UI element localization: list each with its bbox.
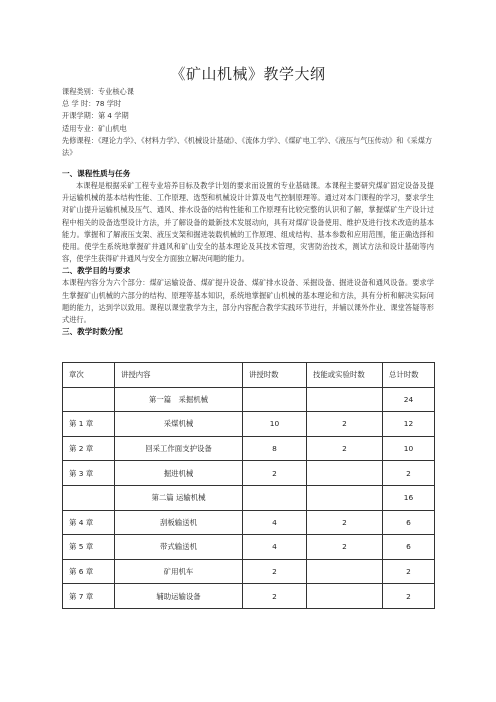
cell-chapter: 第 3 章	[63, 461, 115, 486]
cell-content: 采煤机械	[115, 412, 243, 437]
cell-chapter: 第 5 章	[63, 535, 115, 560]
total-hours: 总 学 时：78 学时	[62, 99, 122, 109]
cell-total: 12	[383, 412, 435, 437]
cell-lecture	[243, 387, 307, 412]
table-row	[63, 412, 435, 437]
cell-lecture: 4	[243, 510, 307, 535]
table-row	[63, 584, 435, 609]
syllabus-body	[62, 168, 434, 338]
header-lecture-hours: 讲授时数	[243, 363, 307, 388]
cell-total: 2	[383, 559, 435, 584]
cell-chapter	[63, 485, 115, 510]
table-row	[63, 436, 435, 461]
cell-content: 矿用机车	[115, 559, 243, 584]
header-content: 讲授内容	[115, 363, 243, 388]
table-row	[63, 461, 435, 486]
cell-lecture: 8	[243, 436, 307, 461]
cell-content: 带式输送机	[115, 535, 243, 560]
cell-lab	[307, 584, 383, 609]
cell-content: 回采工作面支护设备	[115, 436, 243, 461]
cell-total: 16	[383, 485, 435, 510]
cell-content: 辅助运输设备	[115, 584, 243, 609]
cell-lecture: 4	[243, 535, 307, 560]
cell-lecture: 2	[243, 461, 307, 486]
cell-total: 24	[383, 387, 435, 412]
cell-lab	[307, 485, 383, 510]
cell-lecture: 10	[243, 412, 307, 437]
table-row	[63, 535, 435, 560]
course-type: 课程类别：专业核心课	[62, 87, 134, 96]
cell-lecture: 2	[243, 559, 307, 584]
semester: 开课学期：第 4 学期	[62, 111, 129, 121]
section-text-goals: 本课程内容分为六个部分：煤矿运输设备、煤矿提升设备、煤矿排水设备、采掘设备、掘进设备和通风设备。要求学生掌握矿山机械的六部分的结构、原理等基本知识，系统地掌握矿山机械的基本理论和方法，具有分析和解决实际问题的能力，达到学以致用。课程以课堂教学为主，部分内容配合教学实践环节进行，并辅以课外作业、课堂答疑等形式进行。	[62, 278, 434, 325]
table-row	[63, 485, 435, 510]
header-chapter: 章次	[63, 363, 115, 388]
cell-content: 第一篇 采掘机械	[115, 387, 243, 412]
section-heading-nature: 一、课程性质与任务	[62, 169, 131, 178]
section-heading-goals: 二、教学目的与要求	[62, 266, 131, 276]
cell-chapter: 第 2 章	[63, 436, 115, 461]
cell-lab: 2	[307, 436, 383, 461]
cell-content: 第二篇 运输机械	[115, 485, 243, 510]
cell-lab	[307, 461, 383, 486]
teaching-hours-table	[62, 362, 435, 609]
cell-total: 2	[383, 584, 435, 609]
cell-total: 6	[383, 510, 435, 535]
table-row	[63, 510, 435, 535]
cell-total: 10	[383, 436, 435, 461]
cell-lab: 2	[307, 412, 383, 437]
applicable-major: 适用专业：矿山机电	[62, 123, 127, 133]
cell-lecture: 2	[243, 584, 307, 609]
cell-lab: 2	[307, 535, 383, 560]
cell-chapter: 第 4 章	[63, 510, 115, 535]
page-title: 《矿山机械》教学大纲	[170, 65, 326, 83]
prerequisite-courses: 先修课程：《理论力学》、《材料力学》、《机械设计基础》、《流体力学》、《煤矿电工学》、《液压与气压传动》和《采煤方法》	[62, 135, 433, 158]
course-meta	[62, 86, 434, 159]
section-text-nature: 本课程是根据采矿工程专业培养目标及教学计划的要求而设置的专业基础课。本课程主要研究煤矿固定设备及提升运输机械的基本结构性能、工作原理、选型和机械设计计算及电气控制原理等。通过对本门课程的学习，要求学生对矿山提升运输机械及压气、通风、排水设备的结构性能和工作原理有比较完整的认识和了解，掌握煤矿生产设计过程中相关的设备选型设计方法，并了解设备的最新技术发展动向，具有对煤矿设备使用、维护及进行技术改造的基本能力。掌握和了解液压支架、液压支架和掘进装载机械的工作原理、组成结构、基本参数和应用范围，能正确选择和使用。使学生系统地掌握矿井通风和矿山安全的基本理论及其技术管理，灾害防治技术，测试方法和设计基础等内容，使学生获得矿井通风与安全方面独立解决问题的能力。	[62, 181, 434, 264]
table-row	[63, 387, 435, 412]
header-lab-hours: 技能或实验时数	[307, 363, 383, 388]
cell-lab: 2	[307, 510, 383, 535]
cell-chapter	[63, 387, 115, 412]
cell-lab	[307, 559, 383, 584]
cell-lab	[307, 387, 383, 412]
cell-total: 6	[383, 535, 435, 560]
cell-content: 刮板输送机	[115, 510, 243, 535]
section-heading-hours: 三、教学时数分配	[62, 327, 123, 337]
cell-lecture	[243, 485, 307, 510]
cell-total: 2	[383, 461, 435, 486]
cell-chapter: 第 7 章	[63, 584, 115, 609]
cell-chapter: 第 6 章	[63, 559, 115, 584]
header-total-hours: 总计时数	[383, 363, 435, 388]
cell-chapter: 第 1 章	[63, 412, 115, 437]
cell-content: 掘进机械	[115, 461, 243, 486]
table-header-row	[63, 363, 435, 388]
table-row	[63, 559, 435, 584]
